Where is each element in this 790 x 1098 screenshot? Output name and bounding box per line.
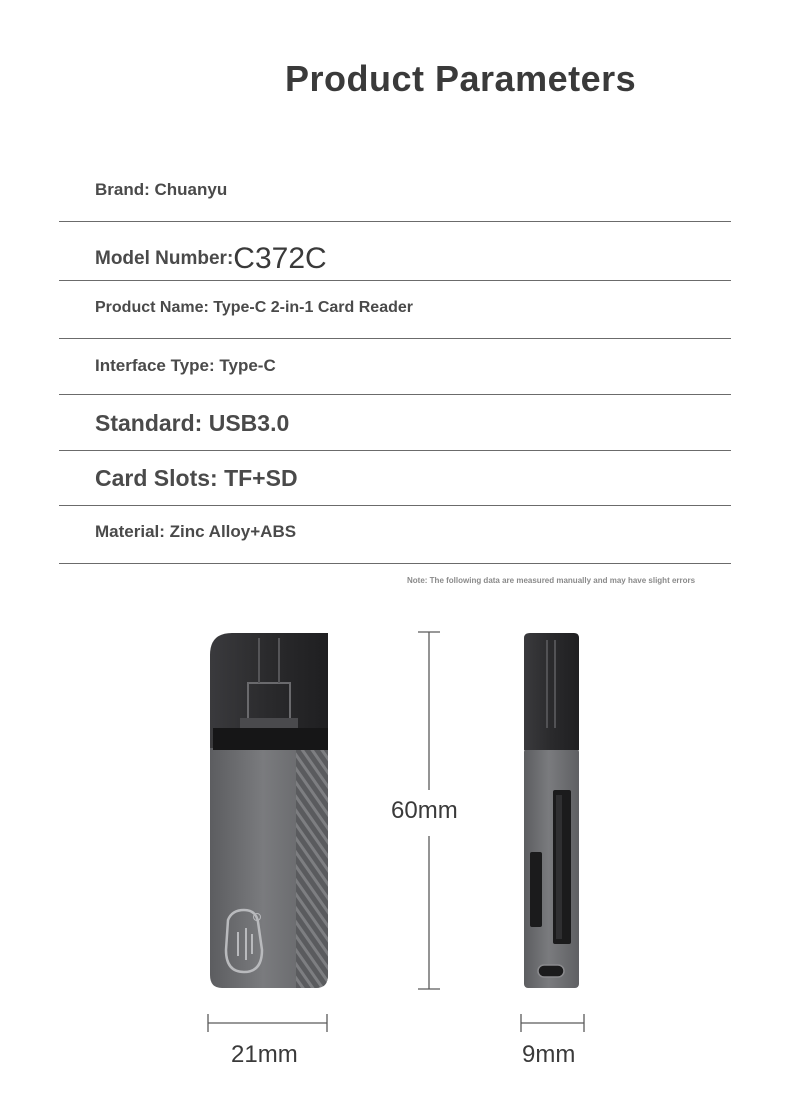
param-brand: Brand: Chuanyu [95, 180, 228, 199]
param-material: Material: Zinc Alloy+ABS [95, 522, 297, 541]
dimension-height-label: 60mm [391, 797, 458, 824]
measurement-note: Note: The following data are measured manually and may have slight errors [407, 576, 696, 585]
page-title: Product Parameters [285, 58, 637, 99]
param-model-label: Model Number: [95, 248, 234, 269]
param-standard: Standard: USB3.0 [95, 410, 290, 436]
reader-front-view [210, 633, 328, 988]
param-interface-type: Interface Type: Type-C [95, 356, 276, 375]
reader-side-view [524, 633, 579, 988]
param-model-value: C372C [233, 242, 327, 275]
param-card-slots: Card Slots: TF+SD [95, 465, 298, 491]
dimension-width-label: 21mm [231, 1041, 298, 1068]
param-product-name: Product Name: Type-C 2-in-1 Card Reader [95, 299, 413, 316]
dimension-thickness-label: 9mm [522, 1041, 576, 1068]
